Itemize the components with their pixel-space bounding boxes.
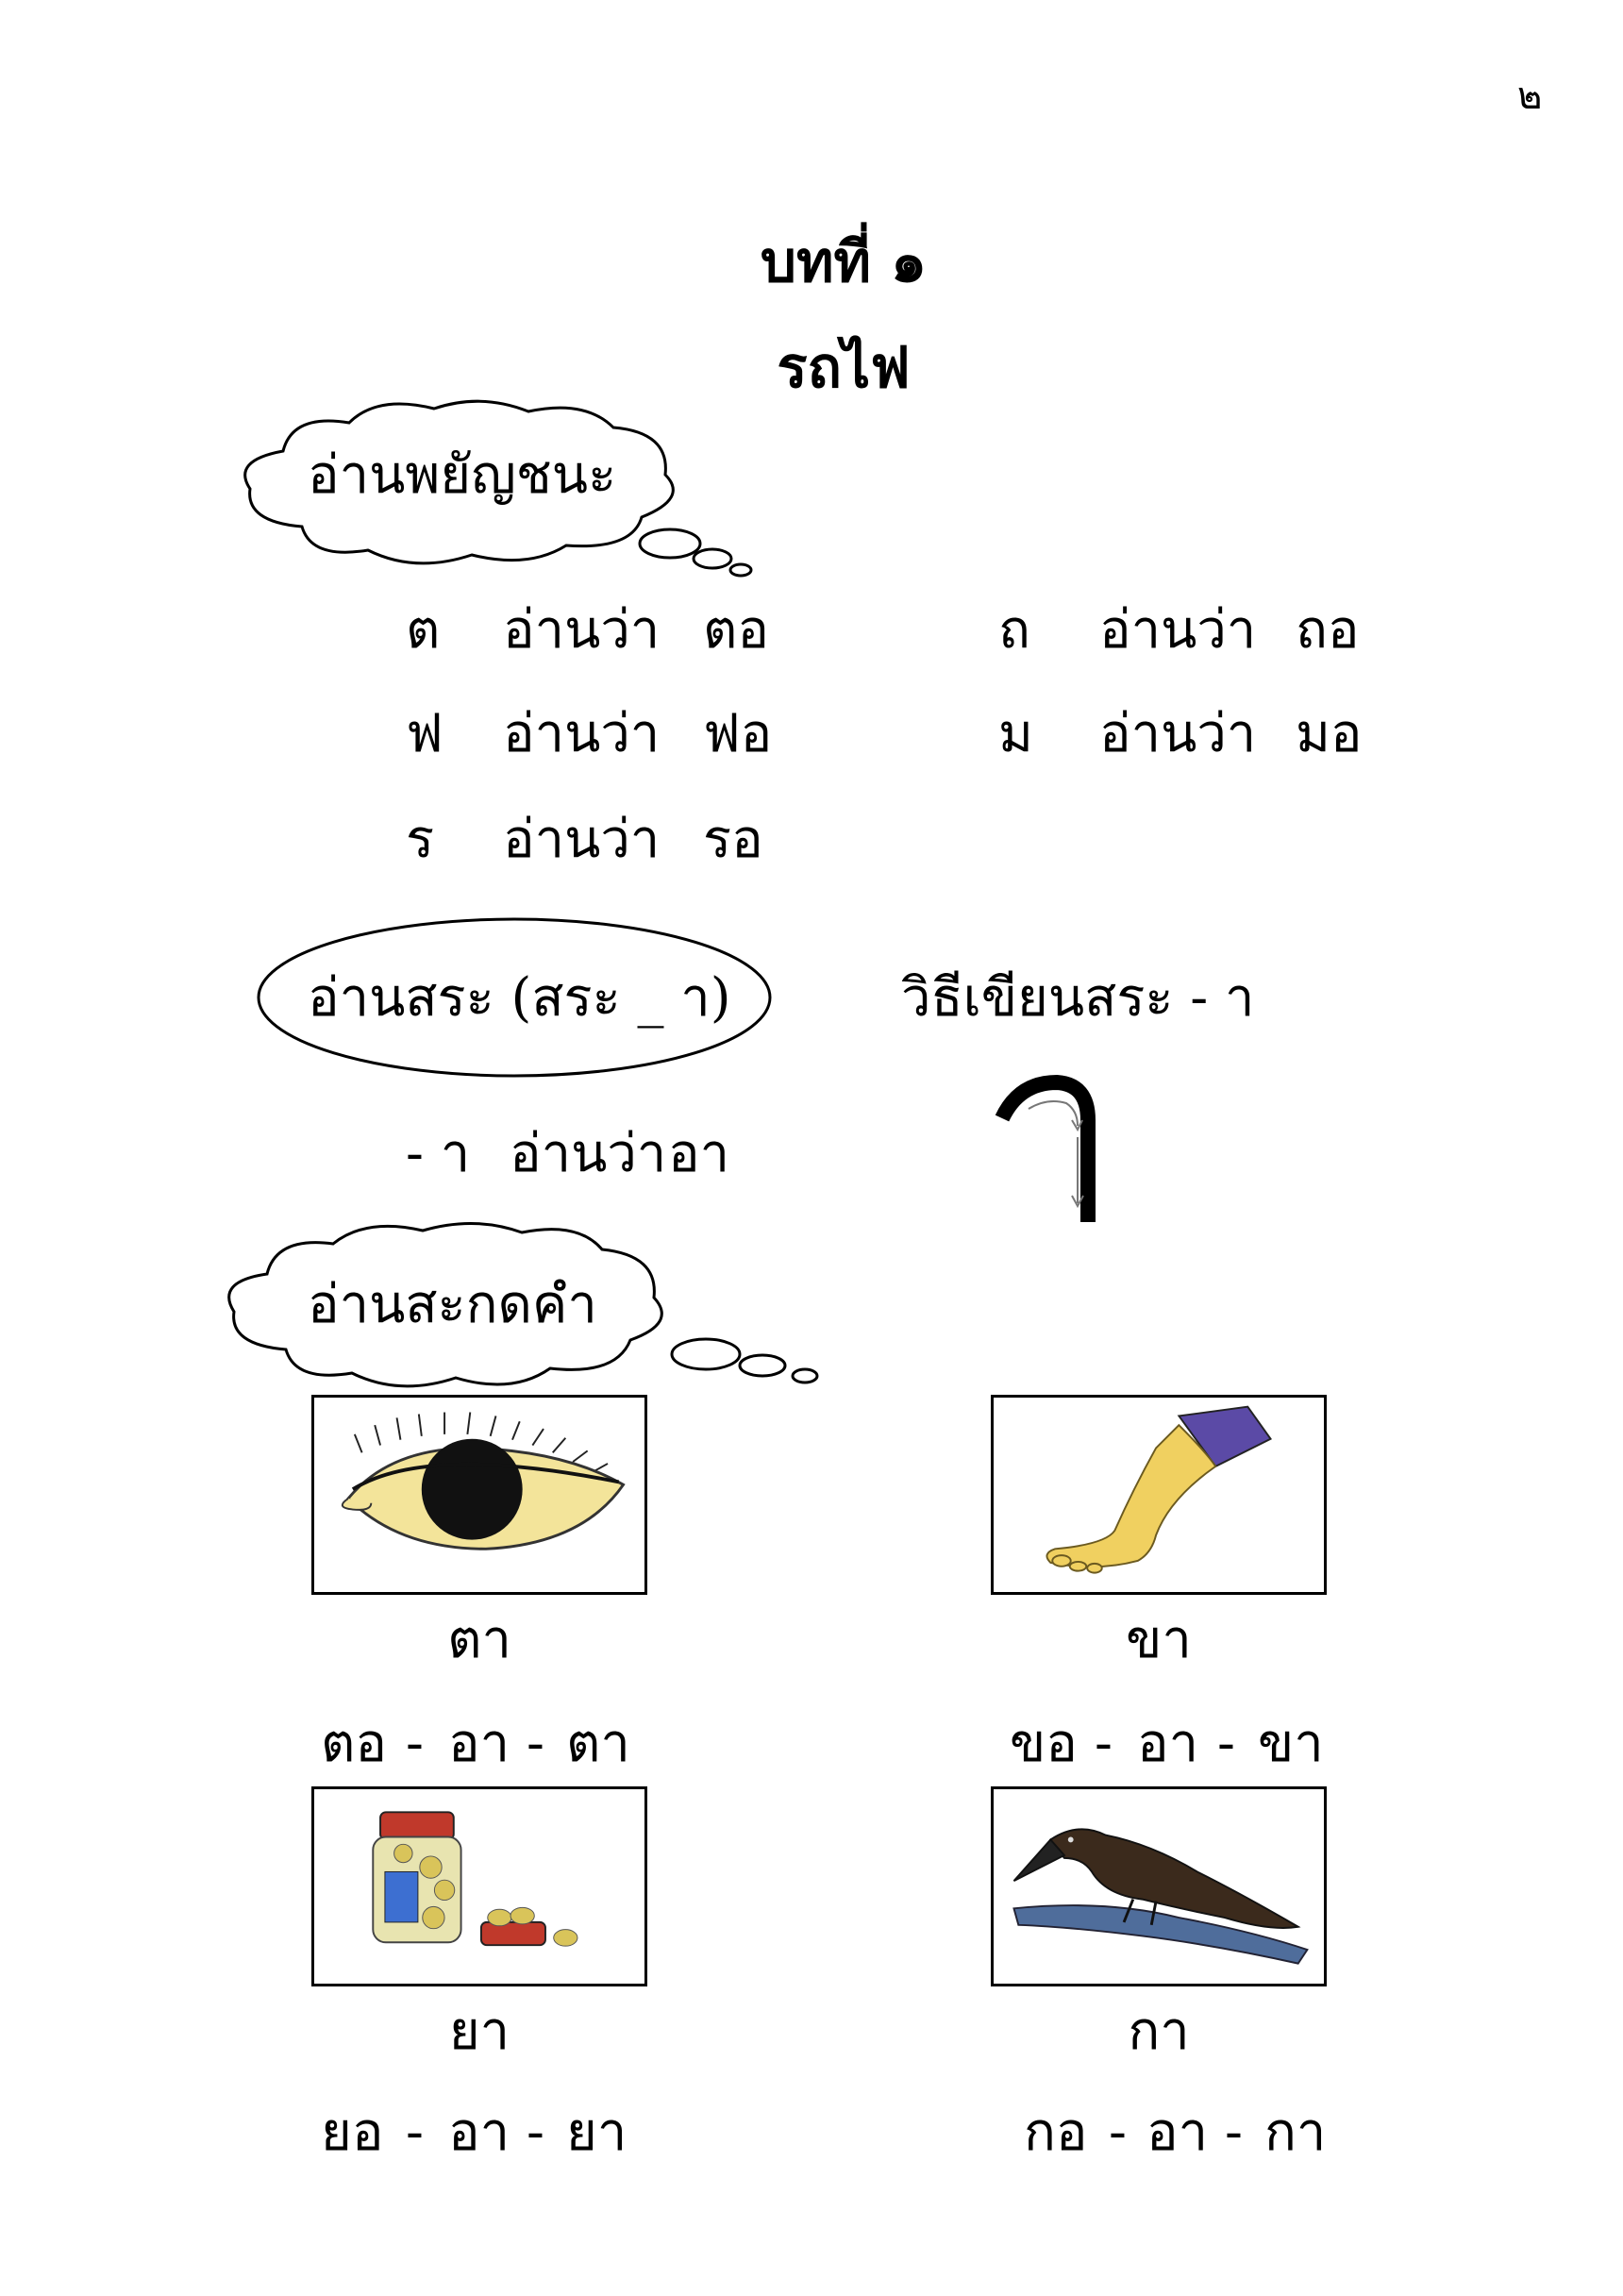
vowel-stroke-diagram	[991, 1071, 1113, 1227]
reads-as-label: อ่านว่า	[503, 599, 661, 661]
consonant-letter: ร	[406, 809, 435, 870]
section-label-read-vowels: อ่านสระ (สระ _ า)	[308, 967, 731, 1029]
spelling-dash: -	[1217, 1713, 1235, 1774]
lesson-heading: บทที่ ๑	[760, 229, 928, 295]
spelling-dash: -	[527, 2102, 544, 2163]
spelling-syllable: ยา	[566, 2102, 627, 2163]
spelling-syllable: อา	[1146, 2102, 1209, 2163]
reads-as-label: อ่านว่า	[1099, 703, 1257, 764]
spelling-dash: -	[1225, 2102, 1243, 2163]
spelling-dash: -	[527, 1713, 544, 1774]
consonant-letter: ฟ	[406, 703, 443, 764]
spelling-dash: -	[1109, 2102, 1127, 2163]
spelling-syllable: อา	[448, 1713, 510, 1774]
lesson-subtitle: รถไฟ	[777, 335, 911, 401]
reads-as-label: อ่านว่า	[503, 703, 661, 764]
crow-illustration	[991, 1786, 1327, 1986]
word-label: กา	[1128, 2001, 1190, 2062]
spelling-dash: -	[406, 2102, 424, 2163]
spelling-syllable: ตา	[566, 1713, 630, 1774]
consonant-letter: ถ	[998, 599, 1030, 661]
vowel-writing-title: วิธีเขียนสระ - า	[901, 967, 1255, 1029]
medicine-illustration	[311, 1786, 647, 1986]
consonant-sound: ฟอ	[703, 703, 773, 764]
section-label-read-consonants: อ่านพยัญชนะ	[308, 444, 617, 506]
spelling-syllable: กา	[1264, 2102, 1327, 2163]
consonant-sound: ตอ	[703, 599, 769, 661]
consonant-sound: มอ	[1296, 703, 1363, 764]
page-number: ๒	[1517, 75, 1543, 118]
spelling-syllable: ขา	[1258, 1713, 1324, 1774]
word-label: ยา	[448, 2001, 510, 2062]
leg-illustration	[991, 1395, 1327, 1595]
reads-as-label: อ่านว่า	[1099, 599, 1257, 661]
consonant-letter: ม	[998, 703, 1033, 764]
spelling-dash: -	[1095, 1713, 1113, 1774]
spelling-syllable: อา	[1137, 1713, 1199, 1774]
vowel-sound: อา	[668, 1123, 730, 1184]
vowel-symbol: - า	[406, 1123, 471, 1184]
word-label: ตา	[447, 1609, 511, 1670]
reads-as-label: อ่านว่า	[503, 809, 661, 870]
spelling-syllable: ยอ	[321, 2102, 384, 2163]
spelling-syllable: ขอ	[1010, 1713, 1078, 1774]
reads-as-label: อ่านว่า	[510, 1123, 667, 1184]
consonant-sound: ถอ	[1296, 599, 1360, 661]
eye-illustration	[311, 1395, 647, 1595]
spelling-syllable: อา	[448, 2102, 510, 2163]
section-label-read-spelling: อ่านสะกดคำ	[308, 1274, 597, 1335]
word-label: ขา	[1126, 1609, 1192, 1670]
spelling-syllable: ตอ	[321, 1713, 387, 1774]
spelling-dash: -	[406, 1713, 424, 1774]
consonant-letter: ต	[406, 599, 441, 661]
spelling-syllable: กอ	[1024, 2102, 1088, 2163]
consonant-sound: รอ	[703, 809, 763, 870]
